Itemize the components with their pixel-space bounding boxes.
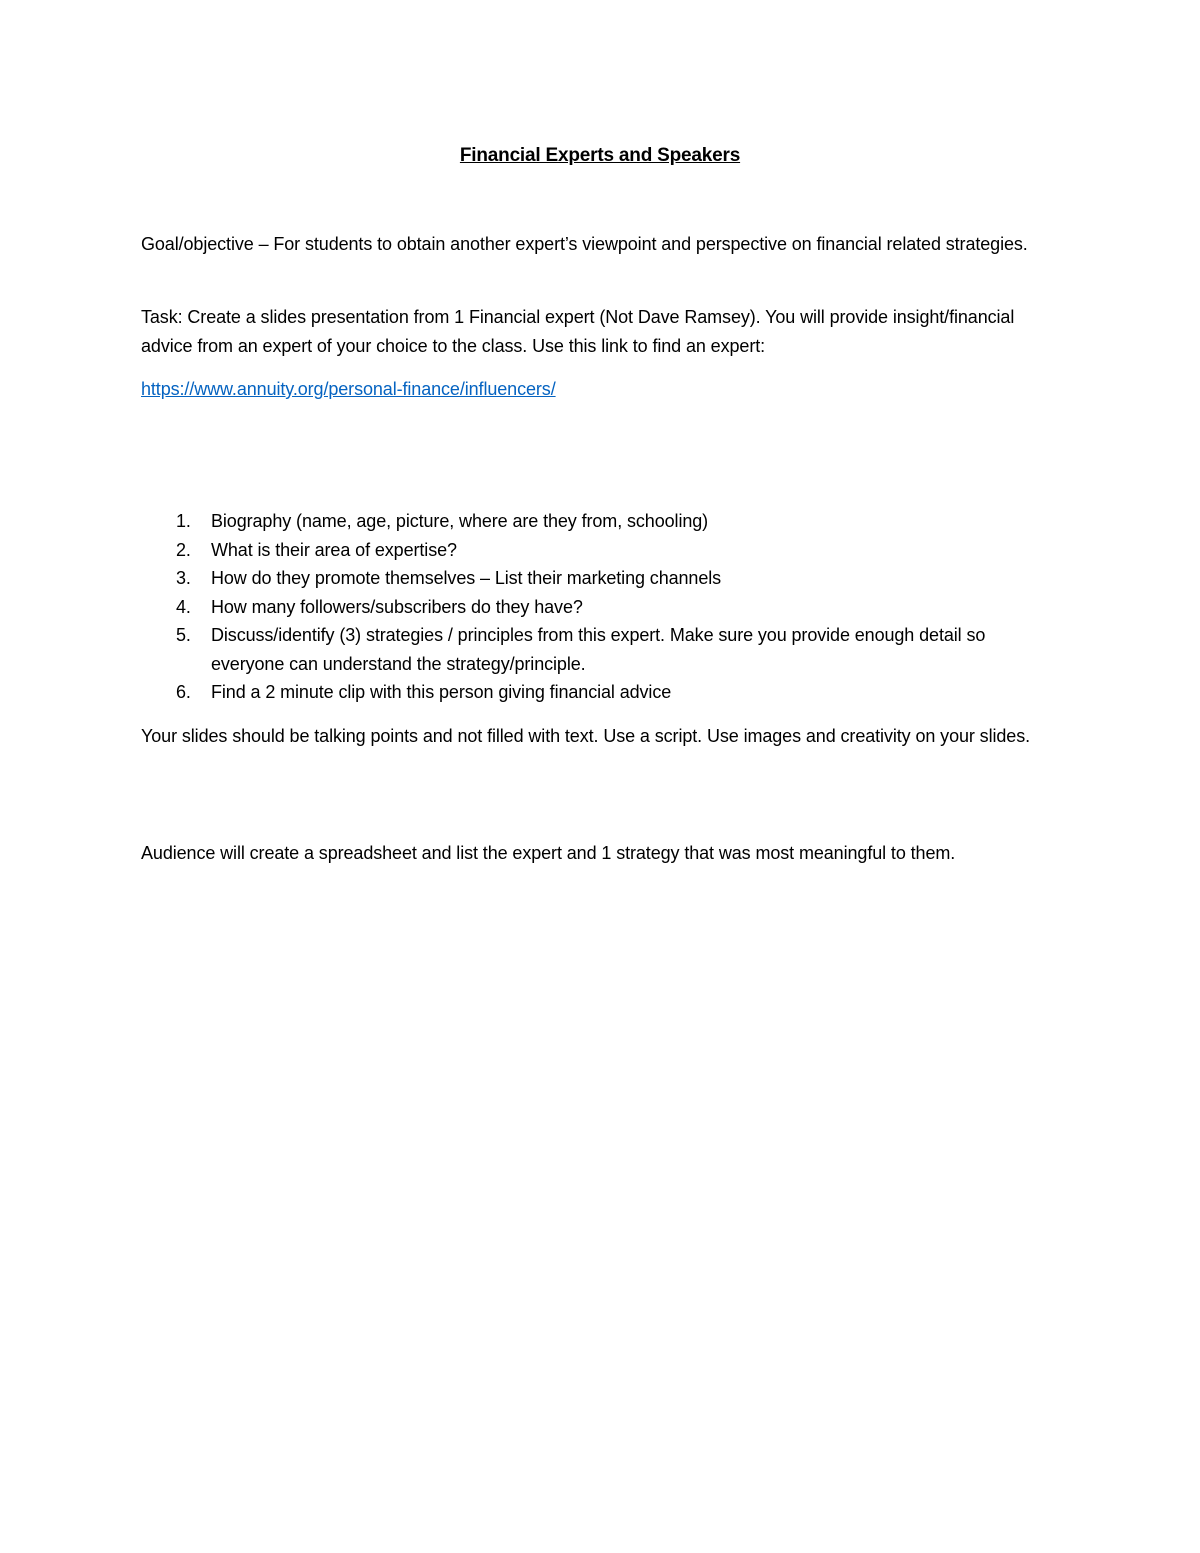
audience-note-paragraph: Audience will create a spreadsheet and list the expert and 1 strategy that was most meaningful to them. (141, 843, 956, 863)
list-item-number: 3. (176, 568, 191, 588)
list-item (141, 621, 1061, 678)
list-item (141, 593, 1061, 622)
influencers-link[interactable]: https://www.annuity.org/personal-finance/influencers/ (141, 379, 556, 399)
goal-paragraph: Goal/objective – For students to obtain another expert’s viewpoint and perspective on financial related strategies. (141, 234, 1028, 254)
list-item (141, 678, 1061, 707)
list-item-number: 6. (176, 682, 191, 702)
list-item (141, 536, 1061, 565)
list-item (141, 507, 1061, 536)
list-item-text: How do they promote themselves – List their marketing channels (211, 568, 722, 588)
task-paragraph: Task: Create a slides presentation from 1 Financial expert (Not Dave Ramsey). You will provide insight/financial advice from an expert of your choice to the class. Use this link to find an expert: (141, 307, 1015, 356)
list-item-text: How many followers/subscribers do they have? (211, 596, 583, 617)
list-item-text: Biography (name, age, picture, where are they from, schooling) (211, 511, 709, 531)
list-item-text: Discuss/identify (3) strategies / principles from this expert. Make sure you provide enough detail so everyone can understand the strategy/principle. (211, 625, 986, 674)
task-list (141, 507, 1061, 707)
link-paragraph (141, 375, 1061, 404)
list-item-number: 4. (176, 596, 191, 617)
list-item-text: What is their area of expertise? (211, 539, 457, 560)
document-title: Financial Experts and Speakers (459, 145, 741, 166)
list-item-number: 5. (176, 625, 191, 645)
slides-note-paragraph: Your slides should be talking points and not filled with text. Use a script. Use images and creativity on your slides. (141, 726, 1031, 746)
list-item-text: Find a 2 minute clip with this person giving financial advice (211, 682, 672, 702)
list-item (141, 564, 1061, 593)
list-item-number: 2. (176, 539, 191, 560)
list-item-number: 1. (176, 511, 191, 531)
